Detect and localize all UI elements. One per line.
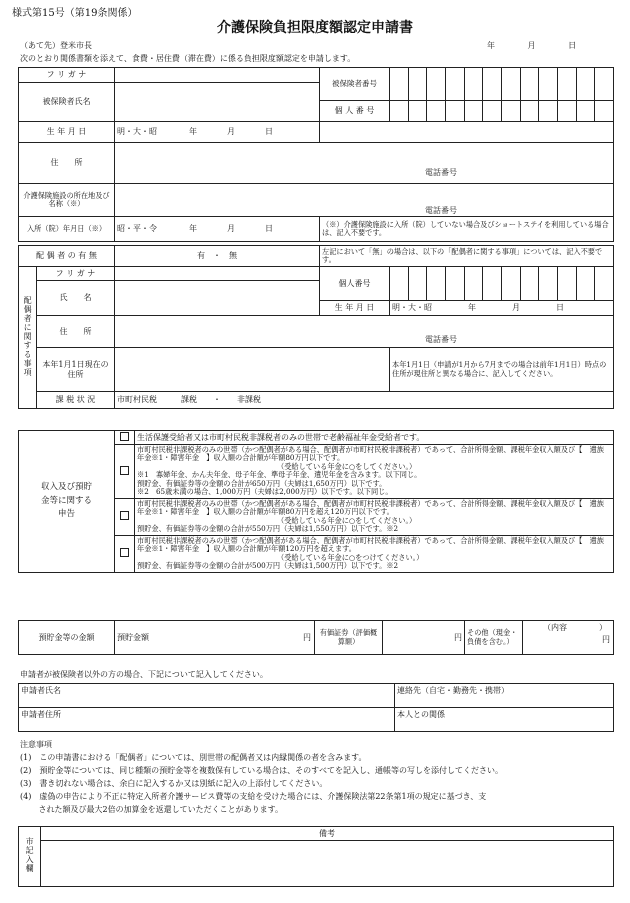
spouse-address-field[interactable] bbox=[115, 316, 614, 348]
admission-era-options: 昭・平・令 bbox=[117, 224, 157, 234]
facility-label: 介護保険施設の所在地及び名称（※） bbox=[19, 184, 115, 217]
spouse-tax-options[interactable]: 市町村民税 課税 ・ 非課税 bbox=[115, 392, 614, 409]
applicant-contact-field[interactable] bbox=[395, 684, 614, 708]
month-unit: 月 bbox=[227, 127, 235, 137]
income-table bbox=[18, 430, 614, 573]
other-content-label: （内容 ） bbox=[543, 623, 607, 632]
deposit-label: 預貯金額 bbox=[117, 632, 149, 642]
checkbox-option-2[interactable] bbox=[115, 445, 135, 499]
spouse-personal-number-digit[interactable] bbox=[501, 267, 520, 301]
option-2-text: 市町村民税非課税者のみの世帯（かつ配偶者がある場合、配偶者が市町村民税非課税者）であって、合計所得金額、課税年金収入額及び【 遺族年金※1・障害年金 】収入額の合計額が年額80万円以下です。 bbox=[137, 445, 604, 463]
month-unit: 月 bbox=[512, 303, 520, 313]
applicant-relation-label: 本人との関係 bbox=[397, 710, 445, 719]
option-4-sub: （受給している年金に○をつけてください。） bbox=[277, 552, 424, 562]
insured-number-digit[interactable] bbox=[483, 68, 502, 101]
spouse-jan1-note: 本年1月1日（申請が1月から7月までの場合は前年1月1日）時点の住所が現住所と異なる場合に、記入してください。 bbox=[390, 348, 614, 392]
spouse-personal-number-digit[interactable] bbox=[576, 267, 595, 301]
personal-number-digit[interactable] bbox=[464, 101, 483, 122]
insured-number-digit[interactable] bbox=[595, 68, 614, 101]
option-2-note3: ※2 65歳未満の場合、1,000万円（夫婦は2,000万円）以下です。以下同じ。 bbox=[137, 487, 393, 497]
personal-number-digit[interactable] bbox=[501, 101, 520, 122]
date-year-label: 年 bbox=[487, 41, 495, 50]
form-number: 様式第15号（第19条関係） bbox=[12, 8, 138, 19]
note-item: (1) この申請書における「配偶者」については、別世帯の配偶者又は内縁関係の者を含みます。 bbox=[20, 753, 367, 762]
day-unit: 日 bbox=[265, 127, 273, 137]
option-2-savings: 預貯金、有価証券等の金額の合計が650万円（夫婦は1,650万円）以下です。 bbox=[137, 478, 387, 488]
checkbox-option-3[interactable] bbox=[115, 498, 135, 535]
insured-number-digit[interactable] bbox=[464, 68, 483, 101]
applicant-name-field[interactable] bbox=[19, 684, 395, 708]
spouse-furigana-label: フ リ ガ ナ bbox=[37, 267, 115, 281]
option-3-text: 市町村民税非課税者のみの世帯（かつ配偶者がある場合、配偶者が市町村民税非課税者）であって、合計所得金額、課税年金収入額及び【 遺族年金※1・障害年金 】収入額の合計額が年額80万円を超え120万円以下です。 bbox=[137, 498, 604, 517]
spouse-personal-number-digit[interactable] bbox=[464, 267, 483, 301]
insured-number-label: 被保険者番号 bbox=[320, 68, 390, 101]
personal-number-digit[interactable] bbox=[445, 101, 464, 122]
spouse-personal-number-digit[interactable] bbox=[557, 267, 576, 301]
month-unit: 月 bbox=[227, 224, 235, 234]
spouse-personal-number-label: 個人番号 bbox=[320, 267, 390, 301]
personal-number-digit[interactable] bbox=[520, 101, 539, 122]
note-item: (4) 虚偽の申告により不正に特定入所者介護サービス費等の支給を受けた場合には、介護保険法第22条第1項の規定に基づき、支 bbox=[20, 792, 487, 801]
spouse-personal-number-digit[interactable] bbox=[427, 267, 446, 301]
birth-era-options: 明・大・昭 bbox=[117, 127, 157, 137]
yen-unit: 円 bbox=[602, 635, 610, 644]
applicant-intro: 申請者が被保険者以外の方の場合、下記について記入してください。 bbox=[20, 670, 268, 679]
note-item: (2) 預貯金等については、同じ種類の預貯金等を複数保有している場合は、そのすべてを記入し、通帳等の写しを添付してください。 bbox=[20, 766, 504, 775]
date-day-label: 日 bbox=[568, 41, 577, 50]
notes-title: 注意事項 bbox=[20, 740, 52, 749]
securities-field[interactable] bbox=[383, 621, 465, 655]
spouse-table bbox=[18, 245, 614, 409]
spouse-personal-number-digit[interactable] bbox=[520, 267, 539, 301]
insured-number-digit[interactable] bbox=[501, 68, 520, 101]
addressee: （あて先）登米市長 bbox=[20, 41, 92, 50]
insured-number-digit[interactable] bbox=[427, 68, 446, 101]
year-unit: 年 bbox=[468, 303, 476, 313]
spouse-personal-number-digit[interactable] bbox=[445, 267, 464, 301]
insured-table bbox=[18, 67, 614, 242]
insured-number-digit[interactable] bbox=[520, 68, 539, 101]
yen-unit: 円 bbox=[454, 632, 462, 642]
option-2-block bbox=[135, 445, 614, 499]
checkbox-option-1[interactable] bbox=[115, 431, 135, 445]
spouse-birth-label: 生 年 月 日 bbox=[320, 301, 390, 316]
insured-number-digit[interactable] bbox=[557, 68, 576, 101]
option-3-sub: （受給している年金に○をしてください。） bbox=[277, 515, 417, 525]
income-section-label: 収入及び預貯金等に関する申告 bbox=[19, 431, 115, 573]
securities-label: 有価証券（評価概算額） bbox=[315, 621, 383, 655]
insured-phone-label: 電話番号 bbox=[425, 167, 457, 177]
note-item: (3) 書き切れない場合は、余白に記入するか又は別紙に記入の上添付してください。 bbox=[20, 779, 328, 788]
option-4-block bbox=[135, 535, 614, 572]
blank-cell bbox=[320, 122, 614, 143]
personal-number-digit[interactable] bbox=[390, 101, 409, 122]
insured-name-label: 被保険者氏名 bbox=[19, 83, 115, 122]
insured-number-digit[interactable] bbox=[390, 68, 409, 101]
option-2-note1: ※1 寡婦年金、かん夫年金、母子年金、準母子年金、遺児年金を含みます。以下同じ。 bbox=[137, 470, 422, 480]
other-field[interactable] bbox=[523, 621, 614, 655]
checkbox-option-4[interactable] bbox=[115, 535, 135, 572]
insured-number-digit[interactable] bbox=[576, 68, 595, 101]
admission-date-field[interactable] bbox=[115, 217, 320, 242]
form-title: 介護保険負担限度額認定申請書 bbox=[217, 20, 413, 36]
applicant-relation-field[interactable] bbox=[395, 708, 614, 732]
option-3-block bbox=[135, 498, 614, 535]
other-label: その他（現金・負債を含む。） bbox=[465, 621, 523, 655]
savings-table bbox=[18, 620, 614, 655]
spouse-personal-number-digit[interactable] bbox=[595, 267, 614, 301]
spouse-name-label: 氏 名 bbox=[37, 281, 115, 316]
date-month-label: 月 bbox=[527, 41, 536, 50]
remarks-label: 備考 bbox=[41, 827, 614, 841]
spouse-furigana-field[interactable] bbox=[115, 267, 320, 281]
facility-phone-label: 電話番号 bbox=[425, 205, 457, 215]
spouse-personal-number-digit[interactable] bbox=[408, 267, 427, 301]
spouse-jan1-address-label: 本年1月1日現在の住所 bbox=[37, 348, 115, 392]
spouse-section-label: 配偶者に関する事項 bbox=[19, 267, 37, 409]
savings-label: 預貯金等の金額 bbox=[19, 621, 115, 655]
note-item: された額及び最大2倍の加算金を返還していただくことがあります。 bbox=[20, 805, 283, 814]
spouse-personal-number-digit[interactable] bbox=[390, 267, 409, 301]
application-date bbox=[487, 41, 597, 50]
personal-number-digit[interactable] bbox=[483, 101, 502, 122]
intro-text: 次のとおり関係書類を添えて、食費・居住費（滞在費）に係る負担限度額認定を申請します。 bbox=[20, 54, 356, 63]
personal-number-digit[interactable] bbox=[427, 101, 446, 122]
spouse-address-label: 住 所 bbox=[37, 316, 115, 348]
spouse-tax-label: 課 税 状 況 bbox=[37, 392, 115, 409]
applicant-name-label: 申請者氏名 bbox=[21, 686, 61, 695]
admission-date-label: 入所（院）年月日（※） bbox=[19, 217, 115, 242]
spouse-personal-number-digit[interactable] bbox=[483, 267, 502, 301]
spouse-presence-note: 左記において「無」の場合は、以下の「配偶者に関する事項」については、記入不要です。 bbox=[320, 246, 614, 267]
office-table bbox=[18, 826, 614, 887]
insured-address-field[interactable] bbox=[115, 143, 614, 184]
insured-name-field[interactable] bbox=[115, 83, 320, 122]
year-unit: 年 bbox=[189, 127, 197, 137]
personal-number-digit[interactable] bbox=[557, 101, 576, 122]
spouse-presence-label: 配 偶 者 の 有 無 bbox=[19, 246, 115, 267]
facility-field[interactable] bbox=[115, 184, 614, 217]
applicant-address-label: 申請者住所 bbox=[21, 710, 61, 719]
spouse-phone-label: 電話番号 bbox=[425, 334, 457, 344]
insured-number-digit[interactable] bbox=[445, 68, 464, 101]
insured-number-digit[interactable] bbox=[408, 68, 427, 101]
insured-number-digit[interactable] bbox=[539, 68, 558, 101]
day-unit: 日 bbox=[265, 224, 273, 234]
spouse-personal-number-digit[interactable] bbox=[539, 267, 558, 301]
personal-number-digit[interactable] bbox=[576, 101, 595, 122]
insured-furigana-label: フ リ ガ ナ bbox=[19, 68, 115, 83]
birth-era-options: 明・大・昭 bbox=[392, 303, 432, 313]
personal-number-digit[interactable] bbox=[539, 101, 558, 122]
yen-unit: 円 bbox=[303, 633, 311, 642]
applicant-address-field[interactable] bbox=[19, 708, 395, 732]
option-4-savings: 預貯金、有価証券等の金額の合計が500万円（夫婦は1,500万円）以下です。※2 bbox=[137, 561, 399, 571]
day-unit: 日 bbox=[556, 303, 564, 313]
option-4-text: 市町村民税非課税者のみの世帯（かつ配偶者がある場合、配偶者が市町村民税非課税者）であって、合計所得金額、課税年金収入額及び【 遺族年金※1・障害年金 】収入額の合計額が年額120万円を超えます。 bbox=[137, 535, 604, 554]
option-2-sub: （受給している年金に○をしてください。） bbox=[277, 461, 417, 471]
option-1-text: 生活保護受給者又は市町村民税非課税者のみの世帯で老齢福祉年金受給者です。 bbox=[135, 431, 614, 445]
option-3-savings: 預貯金、有価証券等の金額の合計が550万円（夫婦は1,550万円）以下です。※2 bbox=[137, 524, 399, 534]
spouse-birth-field[interactable] bbox=[390, 301, 614, 316]
insured-birth-label: 生 年 月 日 bbox=[19, 122, 115, 143]
spouse-presence-options[interactable]: 有 ・ 無 bbox=[115, 246, 320, 267]
admission-note: （※）介護保険施設に入所（院）していない場合及びショートステイを利用している場合は、記入不要です。 bbox=[320, 217, 614, 242]
office-section-label: 市記入欄 bbox=[19, 827, 41, 887]
insured-birth-field[interactable] bbox=[115, 122, 320, 143]
spouse-name-field[interactable] bbox=[115, 281, 320, 316]
spouse-jan1-address-field[interactable] bbox=[115, 348, 390, 392]
year-unit: 年 bbox=[189, 224, 197, 234]
personal-number-digit[interactable] bbox=[408, 101, 427, 122]
personal-number-digit[interactable] bbox=[595, 101, 614, 122]
insured-furigana-field[interactable] bbox=[115, 68, 320, 83]
deposit-field[interactable] bbox=[115, 621, 315, 655]
applicant-table bbox=[18, 683, 614, 732]
personal-number-label: 個 人 番 号 bbox=[320, 101, 390, 122]
remarks-field[interactable] bbox=[41, 841, 614, 887]
insured-address-label: 住 所 bbox=[19, 143, 115, 184]
applicant-contact-label: 連絡先（自宅・勤務先・携帯） bbox=[397, 686, 509, 695]
